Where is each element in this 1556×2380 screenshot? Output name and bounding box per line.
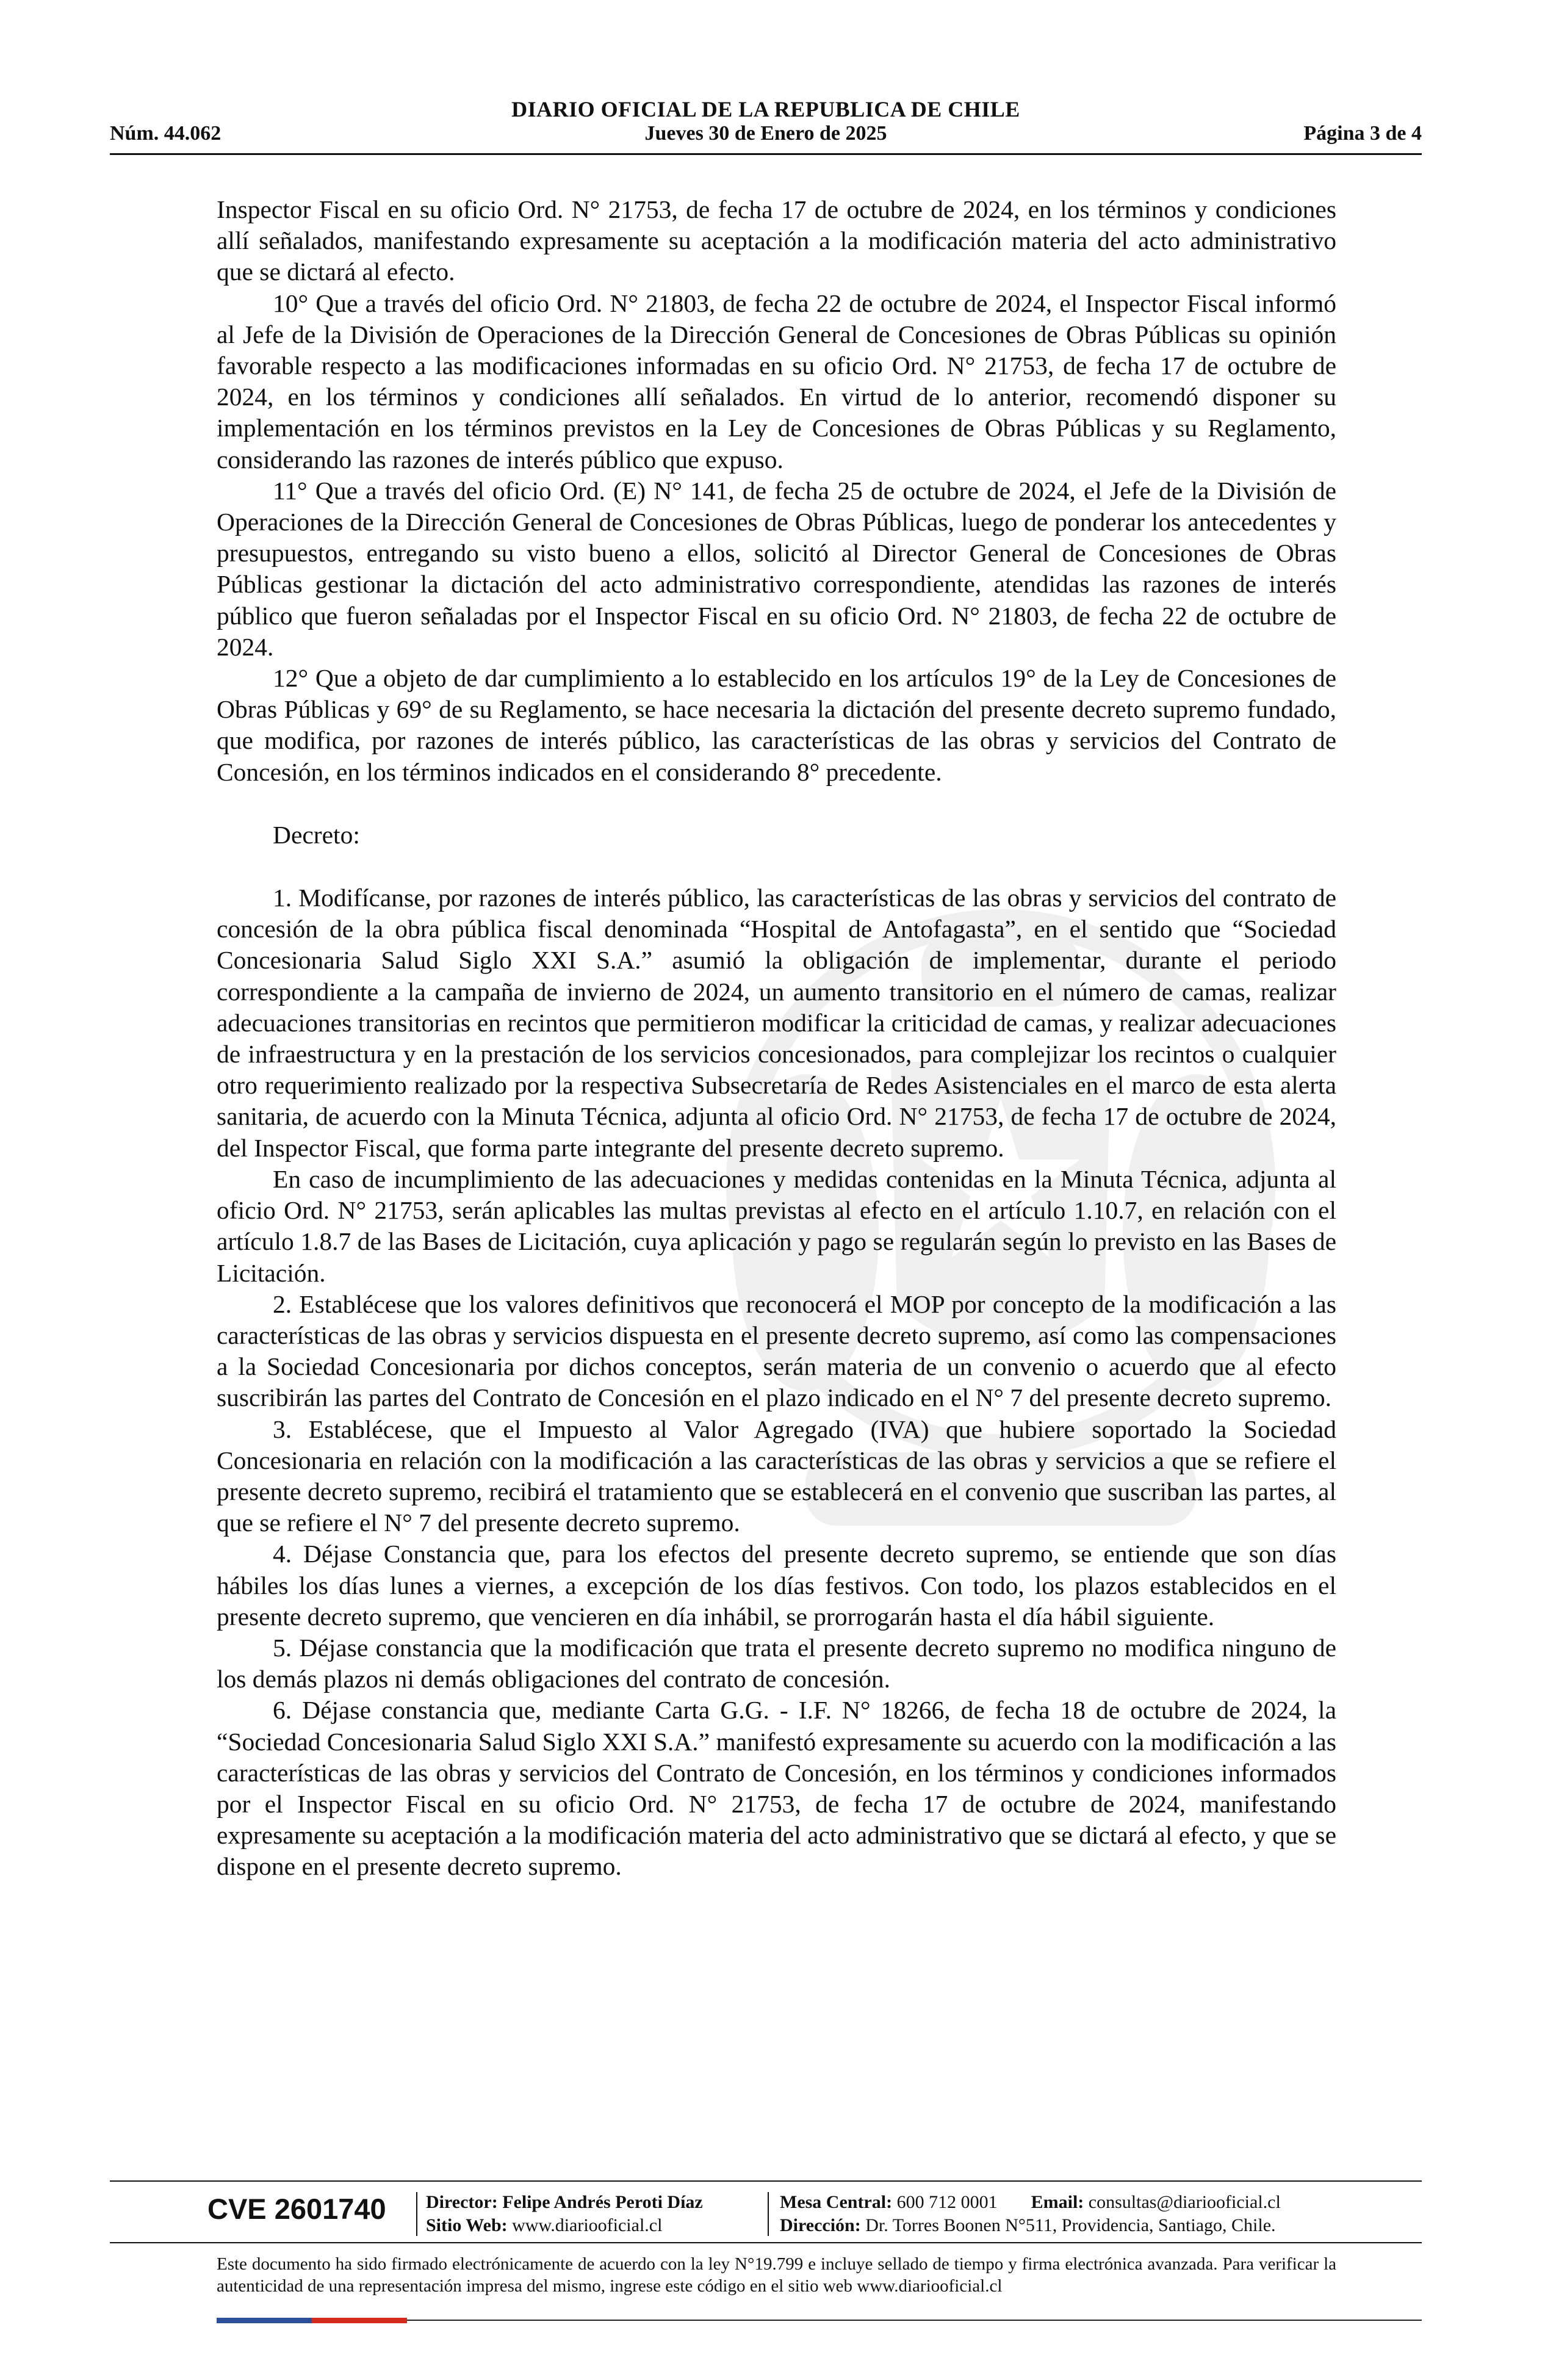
phone-label: Mesa Central: xyxy=(780,2192,893,2212)
issue-number: Núm. 44.062 xyxy=(110,122,222,145)
footer-divider-middle xyxy=(110,2242,1422,2243)
footer-divider-bottom xyxy=(407,2320,1422,2321)
cve-code: CVE 2601740 xyxy=(207,2193,386,2225)
issue-date: Jueves 30 de Enero de 2025 xyxy=(644,122,887,145)
director-label: Director: Felipe Andrés Peroti Díaz xyxy=(426,2192,703,2212)
director-line xyxy=(426,2192,703,2213)
paragraph: 2. Establécese que los valores definitivos que reconocerá el MOP por concepto de la modificación a las características de las obras y servicios dispuesta en el presente decreto supremo, así como las compensaciones a la Sociedad Concesionaria por dichos conceptos, serán materia de un convenio o acuerdo que al efecto suscribirán las partes del Contrato de Concesión en el plazo indicado en el N° 7 del presente decreto supremo. xyxy=(217,1289,1336,1412)
paragraph: 1. Modifícanse, por razones de interés público, las características de las obras y servicios del contrato de concesión de la obra pública fiscal denominada “Hospital de Antofagasta”, en el sentido que “Sociedad Concesionaria Salud Siglo XXI S.A.” asumió la obligación de implementar, durante el periodo correspondiente a la campaña de invierno de 2024, un aumento transitorio en el número de camas, realizar adecuaciones transitorias en recintos que permitieron modificar la criticidad de camas, y realizar adecuaciones de infraestructura y en la prestación de los servicios concesionados, para complejizar los recintos o cualquier otro requerimiento realizado por la respectiva Subsecretaría de Redes Asistenciales en el marco de esta alerta sanitaria, de acuerdo con la Minuta Técnica, adjunta al oficio Ord. N° 21753, de fecha 17 de octubre de 2024, del Inspector Fiscal, que forma parte integrante del presente decreto supremo. xyxy=(217,884,1336,1162)
footer-column-divider xyxy=(416,2192,417,2236)
paragraph: 5. Déjase constancia que la modificación que trata el presente decreto supremo no modifica ninguno de los demás plazos ni demás obligaciones del contrato de concesión. xyxy=(217,1633,1336,1693)
gazette-title: DIARIO OFICIAL DE LA REPUBLICA DE CHILE xyxy=(511,97,1020,121)
paragraph: 10° Que a través del oficio Ord. N° 21803, de fecha 22 de octubre de 2024, el Inspector Fiscal informó al Jefe de la División de Operaciones de la Dirección General de Concesiones de Obras Públicas su opinión favorable respecto a las modificaciones informadas en su oficio Ord. N° 21753, de fecha 17 de octubre de 2024, en los términos y condiciones allí señalados. En virtud de lo anterior, recomendó disponer su implementación en los términos previstos en la Ley de Concesiones de Obras Públicas y su Reglamento, considerando las razones de interés público que expuso. xyxy=(217,289,1336,474)
flag-red-segment xyxy=(312,2318,407,2323)
paragraph: 11° Que a través del oficio Ord. (E) N° 141, de fecha 25 de octubre de 2024, el Jefe de la División de Operaciones de la Dirección General de Concesiones de Obras Públicas, luego de ponderar los antecedentes y presupuestos, entregando su visto bueno a ellos, solicitó al Director General de Concesiones de Obras Públicas gestionar la dictación del acto administrativo correspondiente, atendidas las razones de interés público que fueron señaladas por el Inspector Fiscal en su oficio Ord. N° 21803, de fecha 22 de octubre de 2024. xyxy=(217,476,1336,661)
address-value: Dr. Torres Boonen N°511, Providencia, Santiago, Chile. xyxy=(865,2215,1276,2235)
website-line xyxy=(426,2215,662,2236)
website-link[interactable]: www.diariooficial.cl xyxy=(512,2215,663,2235)
document-body xyxy=(217,194,1336,1883)
paragraph: 4. Déjase Constancia que, para los efectos del presente decreto supremo, se entiende que son días hábiles los días lunes a viernes, a excepción de los días festivos. Con todo, los plazos establecidos en el presente decreto supremo, que vencieren en día inhábil, se prorrogarán hasta el día hábil siguiente. xyxy=(217,1540,1336,1631)
paragraph: 12° Que a objeto de dar cumplimiento a lo establecido en los artículos 19° de la Ley de Concesiones de Obras Públicas y 69° de su Reglamento, se hace necesaria la dictación del presente decreto supremo fundado, que modifica, por razones de interés público, las características de las obras y servicios del Contrato de Concesión, en los términos indicados en el considerando 8° precedente. xyxy=(217,664,1336,786)
paragraph: 6. Déjase constancia que, mediante Carta G.G. - I.F. N° 18266, de fecha 18 de octubre de 2024, la “Sociedad Concesionaria Salud Siglo XXI S.A.” manifestó expresamente su acuerdo con la modificación a las características de las obras y servicios del Contrato de Concesión, en los términos y condiciones informados por el Inspector Fiscal en su oficio Ord. N° 21753, de fecha 17 de octubre de 2024, manifestando expresamente su aceptación a la modificación materia del acto administrativo que se dictará al efecto, y que se dispone en el presente decreto supremo. xyxy=(217,1696,1336,1881)
header-divider xyxy=(110,153,1422,155)
website-label: Sitio Web: xyxy=(426,2215,508,2235)
page-header xyxy=(110,92,1422,159)
decree-heading: Decreto: xyxy=(273,820,360,849)
contact-line xyxy=(780,2192,1281,2213)
footer-column-divider xyxy=(768,2192,769,2236)
phone-value: 600 712 0001 xyxy=(896,2192,998,2212)
paragraph: En caso de incumplimiento de las adecuaciones y medidas contenidas en la Minuta Técnica, adjunta al oficio Ord. N° 21753, serán aplicables las multas previstas al efecto en el artículo 1.10.7, en relación con el artículo 1.8.7 de las Bases de Licitación, cuya aplicación y pago se regularán según lo previsto en las Bases de Licitación. xyxy=(217,1164,1336,1287)
email-label: Email: xyxy=(1031,2192,1084,2212)
footer-divider-top xyxy=(110,2180,1422,2182)
address-line xyxy=(780,2215,1276,2236)
email-link[interactable]: consultas@diariooficial.cl xyxy=(1088,2192,1281,2212)
page-number: Página 3 de 4 xyxy=(1303,122,1422,145)
paragraph: Inspector Fiscal en su oficio Ord. N° 21753, de fecha 17 de octubre de 2024, en los términos y condiciones allí señalados, manifestando expresamente su aceptación a la modificación materia del acto administrativo que se dictará al efecto. xyxy=(217,195,1336,286)
address-label: Dirección: xyxy=(780,2215,861,2235)
legal-notice: Este documento ha sido firmado electrónicamente de acuerdo con la ley N°19.799 e incluye sellado de tiempo y firma electrónica avanzada. Para verificar la autenticidad de una representación impresa del mismo, ingrese este código en el sitio web www.diariooficial.cl xyxy=(217,2254,1336,2296)
paragraph: 3. Establécese, que el Impuesto al Valor Agregado (IVA) que hubiere soportado la Sociedad Concesionaria en relación con la modificación a las características de las obras y servicios a que se refiere el presente decreto supremo, recibirá el tratamiento que se establecerá en el convenio que suscriban las partes, al que se refiere el N° 7 del presente decreto supremo. xyxy=(217,1415,1336,1537)
flag-color-bar xyxy=(217,2318,407,2323)
flag-blue-segment xyxy=(217,2318,312,2323)
